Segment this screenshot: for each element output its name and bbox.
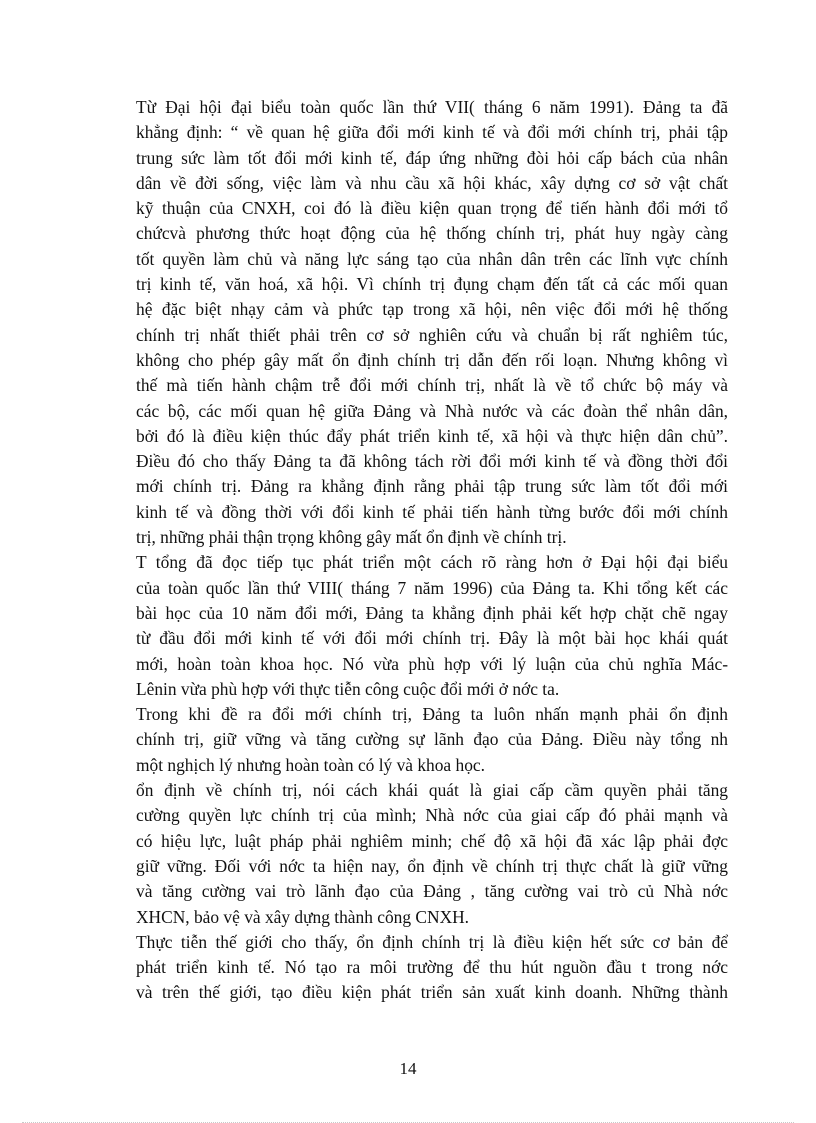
text-line: cường quyền lực chính trị của mình; Nhà nớc của giai cấp đó phải mạnh và	[136, 805, 728, 826]
text-line: phát triển kinh tế. Nó tạo ra môi trường để thu hút nguồn đầu t trong nớc	[136, 957, 728, 978]
text-line: Thực tiễn thế giới cho thấy, ổn định chính trị là điều kiện hết sức cơ bản để	[136, 931, 728, 952]
text-line: chứcvà phương thức hoạt động của hệ thống chính trị, phát huy ngày càng	[136, 223, 728, 244]
text-line: Trong khi đề ra đổi mới chính trị, Đảng ta luôn nhấn mạnh phải ổn định	[136, 704, 728, 725]
text-line: Điều đó cho thấy Đảng ta đã không tách rời đổi mới kinh tế và đồng thời đổi	[136, 451, 728, 472]
text-line: kinh tế và đồng thời với đổi kinh tế phải tiến hành từng bước đổi mới chính	[136, 501, 728, 522]
text-line: chính trị, giữ vững và tăng cường sự lãnh đạo của Đảng. Điều này tổng nh	[136, 729, 728, 750]
text-line: mới chính trị. Đảng ra khẳng định rằng phải tập trung sức làm tốt đổi mới	[136, 476, 728, 497]
page-number: 14	[399, 1059, 417, 1078]
text-line: các bộ, các mối quan hệ giữa Đảng và Nhà nước và các đoàn thể nhân dân,	[136, 400, 728, 421]
text-line: trị kinh tế, văn hoá, xã hội. Vì chính trị đụng chạm đến tất cả các mối quan	[136, 274, 728, 295]
text-line: có hiệu lực, luật pháp phải nghiêm minh; chế độ xã hội đã xác lập phải đợc	[136, 830, 728, 851]
text-line: hệ đặc biệt nhạy cảm và phức tạp trong xã hội, nên việc đổi mới hệ thống	[136, 299, 728, 320]
text-line: ổn định về chính trị, nói cách khái quát là giai cấp cầm quyền phải tăng	[136, 780, 728, 801]
text-line: bởi đó là điều kiện thúc đẩy phát triển kinh tế, xã hội và thực hiện dân chủ”.	[136, 425, 728, 446]
text-line: kỹ thuận của CNXH, coi đó là điều kiện quan trọng để tiến hành đổi mới tổ	[136, 198, 728, 219]
text-line: khẳng định: “ về quan hệ giữa đổi mới kinh tế và đổi mới chính trị, phải tập	[136, 122, 728, 143]
text-line: XHCN, bảo vệ và xây dựng thành công CNXH.	[136, 906, 470, 927]
text-line: chính trị nhất thiết phải trên cơ sở nghiên cứu và chuẩn bị rất nghiêm túc,	[136, 324, 728, 345]
text-line: tốt quyền làm chủ và năng lực sáng tạo của nhân dân trên các lĩnh vực chính	[136, 248, 728, 269]
body-text	[136, 95, 728, 1006]
text-line: một nghịch lý nhưng hoàn toàn có lý và khoa học.	[136, 754, 485, 775]
text-line: giữ vững. Đối với nớc ta hiện nay, ổn định về chính trị thực chất là giữ vững	[136, 855, 728, 876]
text-line: Lênin vừa phù hợp với thực tiễn công cuộc đổi mới ở nớc ta.	[136, 678, 560, 699]
text-line: không cho phép gây mất ổn định chính trị dẫn đến rối loạn. Nhưng không vì	[136, 349, 728, 370]
text-line: thế mà tiến hành chậm trễ đổi mới chính trị, nhất là về tổ chức bộ máy và	[136, 375, 728, 396]
text-line: của toàn quốc lần thứ VIII( tháng 7 năm 1996) của Đảng ta. Khi tổng kết các	[136, 577, 728, 598]
text-line: từ đầu đổi mới kinh tế với đổi mới chính trị. Đây là một bài học khái quát	[136, 628, 728, 649]
text-line: và tăng cường vai trò lãnh đạo của Đảng , tăng cường vai trò củ Nhà nớc	[136, 881, 728, 902]
text-line: trị, những phải thận trọng không gây mất ổn định về chính trị.	[136, 527, 567, 548]
text-line: trung sức làm tốt đổi mới kinh tế, đáp ứng những đòi hỏi cấp bách của nhân	[136, 147, 728, 168]
text-line: T tổng đã đọc tiếp tục phát triển một cách rõ ràng hơn ở Đại hội đại biểu	[136, 552, 728, 573]
text-line: bài học của 10 năm đổi mới, Đảng ta khẳng định phải kết hợp chặt chẽ ngay	[136, 602, 728, 623]
text-line: dân về đời sống, việc làm và nhu cầu xã hội khác, xây dựng cơ sở vật chất	[136, 172, 728, 193]
text-line: và trên thế giới, tạo điều kiện phát triển sản xuất kinh doanh. Những thành	[136, 982, 728, 1003]
text-line: Từ Đại hội đại biểu toàn quốc lần thứ VII( tháng 6 năm 1991). Đảng ta đã	[136, 97, 728, 117]
text-line: mới, hoàn toàn khoa học. Nó vừa phù hợp với lý luận của chủ nghĩa Mác-	[136, 653, 728, 674]
